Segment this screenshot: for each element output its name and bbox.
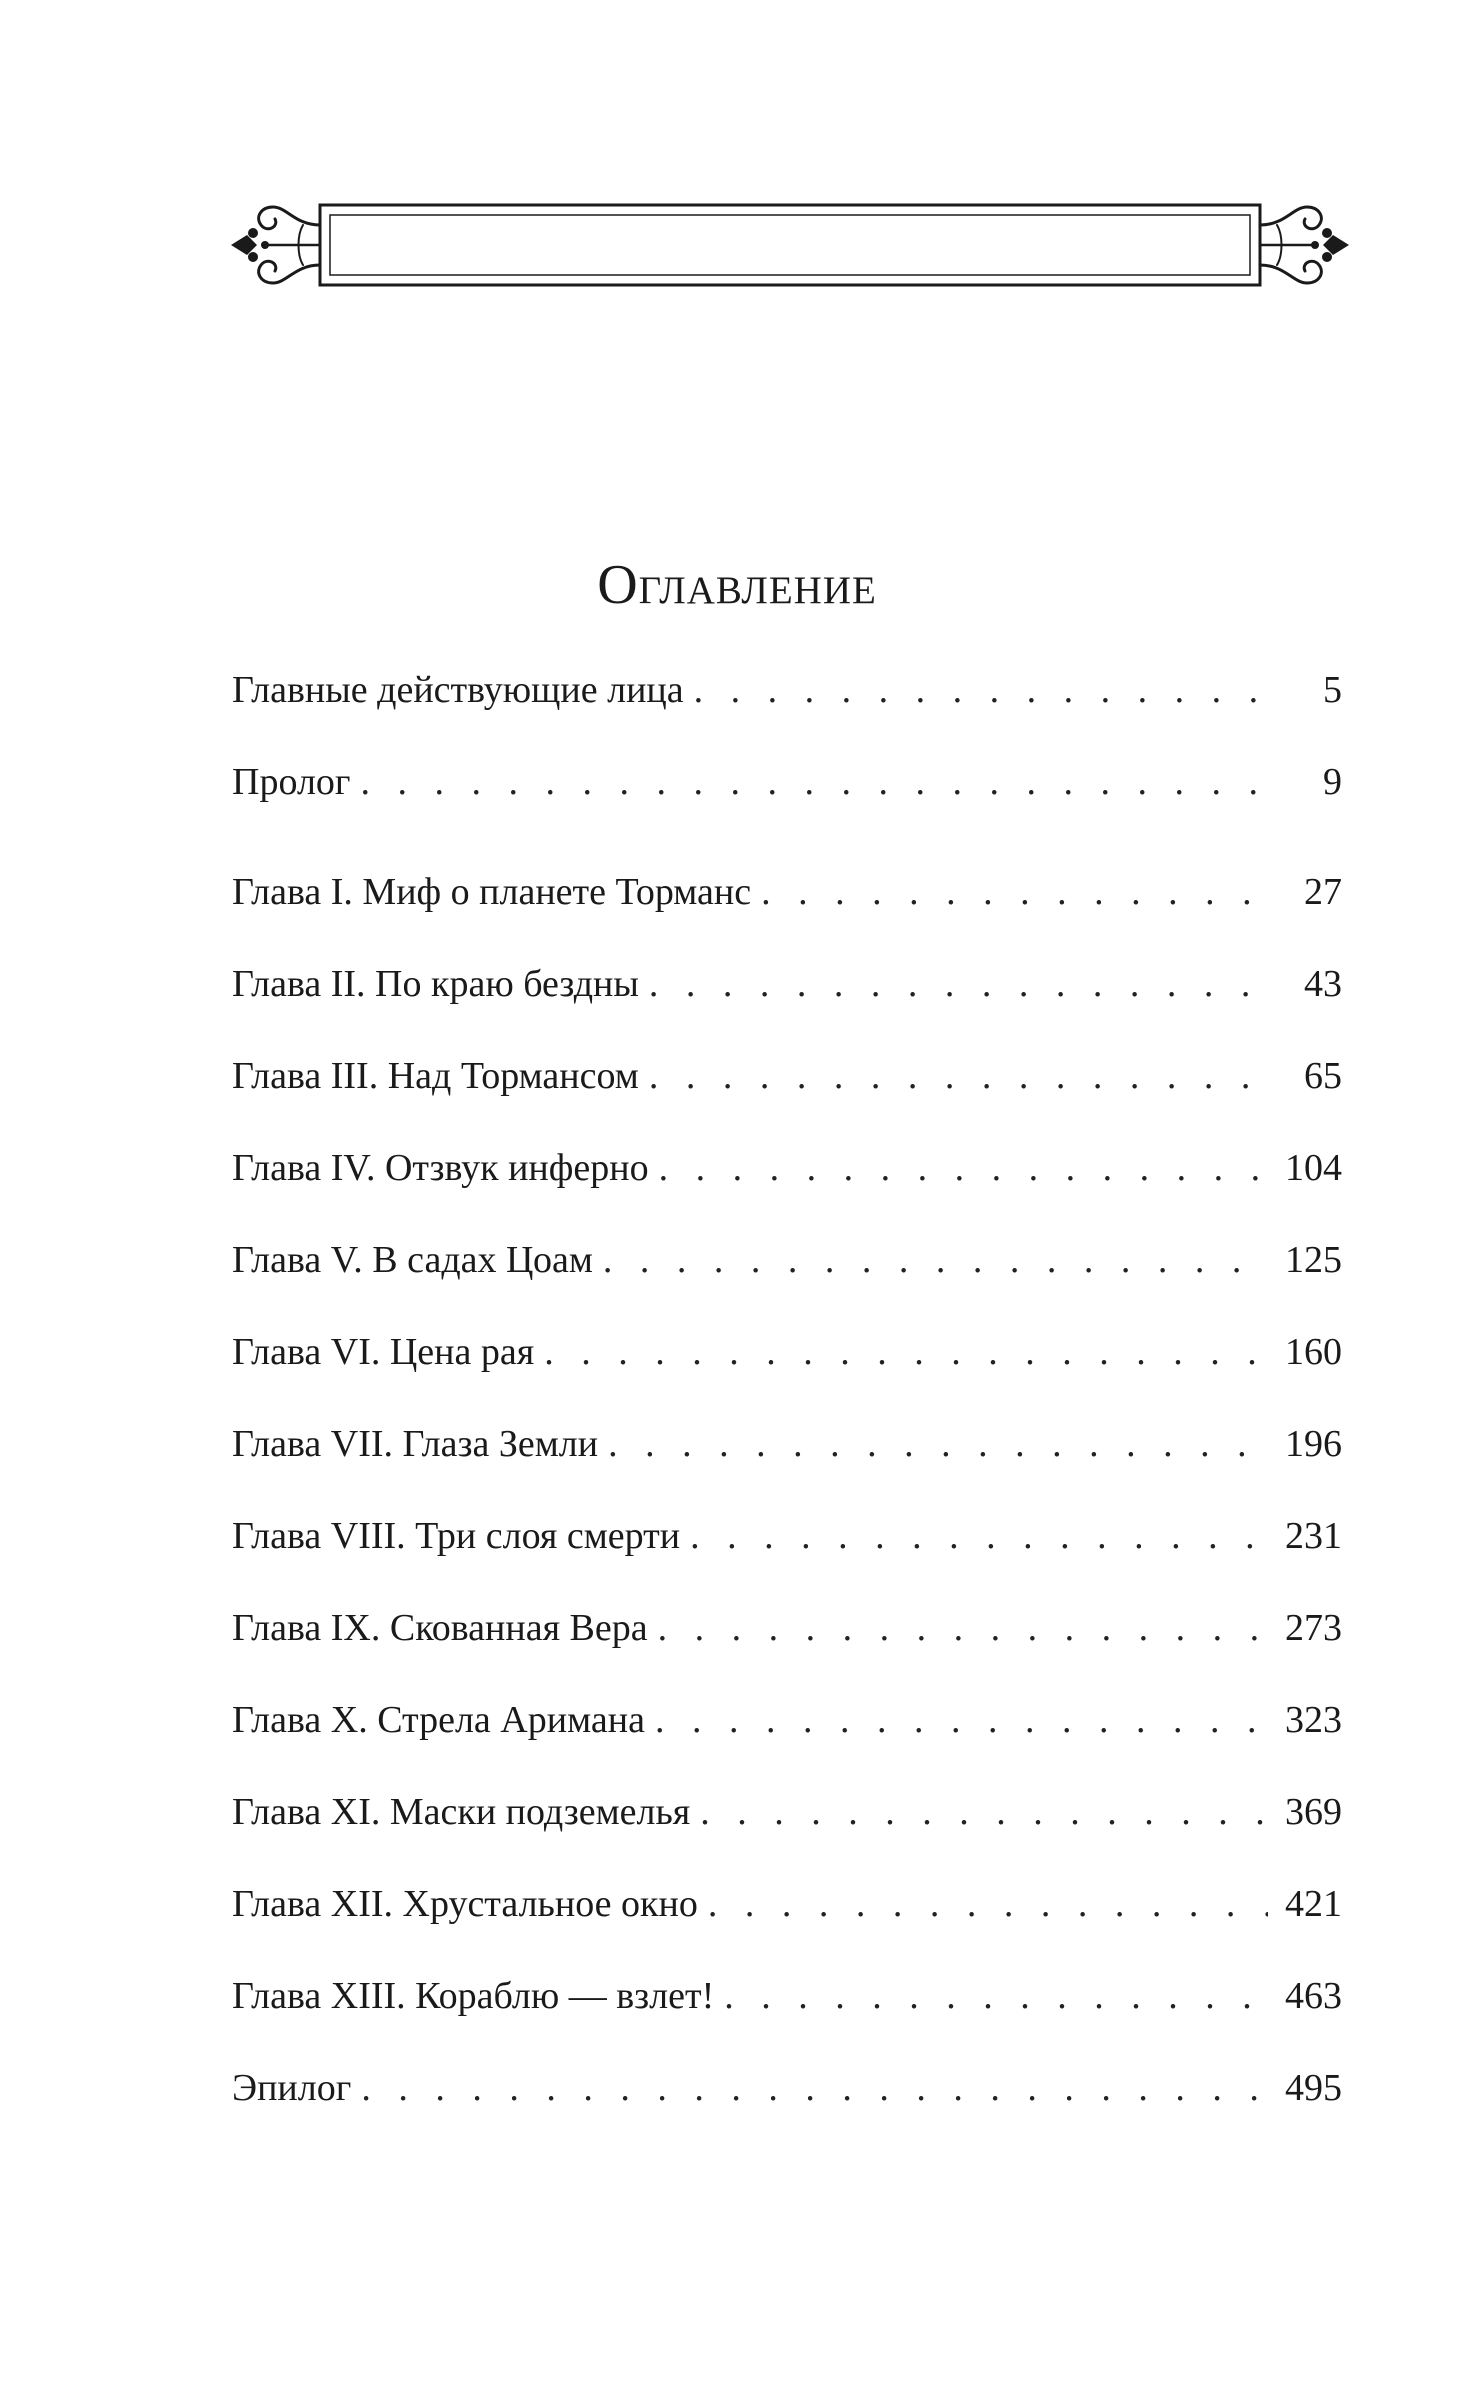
- toc-entry-label: Глава IX. Скованная Вера: [232, 1607, 648, 1649]
- toc-entry[interactable]: [232, 1506, 1342, 1566]
- toc-entry-label: Эпилог: [232, 2067, 352, 2109]
- dot-leader: [658, 1598, 1268, 1658]
- toc-entry-label: Глава I. Миф о планете Торманс: [232, 871, 752, 913]
- toc-entry[interactable]: [232, 1598, 1342, 1658]
- toc-entry-label: Глава V. В садах Цоам: [232, 1239, 593, 1281]
- toc-entry[interactable]: [232, 1046, 1342, 1106]
- toc-entry-label: Глава VI. Цена рая: [232, 1331, 535, 1373]
- toc-entry-page: 323: [1285, 1699, 1342, 1741]
- dot-leader: [708, 1874, 1268, 1934]
- dot-leader: [659, 1138, 1268, 1198]
- toc-entry-page: 125: [1285, 1239, 1342, 1281]
- dot-leader: [694, 660, 1268, 720]
- toc-entry-label: Глава III. Над Тормансом: [232, 1055, 639, 1097]
- toc-entry[interactable]: [232, 660, 1342, 720]
- toc-entry[interactable]: [232, 1966, 1342, 2026]
- toc-entry-label: Глава XIII. Кораблю — взлет!: [232, 1975, 715, 2017]
- toc-entry[interactable]: [232, 954, 1342, 1014]
- toc-entry[interactable]: [232, 1322, 1342, 1382]
- page-title: Оглавление: [597, 554, 877, 616]
- toc-entry-page: 9: [1323, 761, 1342, 803]
- toc-entry-page: 5: [1323, 669, 1342, 711]
- dot-leader: [700, 1782, 1268, 1842]
- toc-entry-page: 463: [1285, 1975, 1342, 2017]
- dot-leader: [603, 1230, 1268, 1290]
- dot-leader: [761, 862, 1268, 922]
- toc-entry-label: Глава II. По краю бездны: [232, 963, 639, 1005]
- toc-entry-page: 196: [1285, 1423, 1342, 1465]
- toc-entry-page: 495: [1285, 2067, 1342, 2109]
- toc-entry-page: 231: [1285, 1515, 1342, 1557]
- toc-entry[interactable]: [232, 1690, 1342, 1750]
- dot-leader: [649, 954, 1268, 1014]
- toc-entry-label: Глава X. Стрела Аримана: [232, 1699, 645, 1741]
- toc-entry[interactable]: [232, 1414, 1342, 1474]
- toc-entry-label: Глава VIII. Три слоя смерти: [232, 1515, 681, 1557]
- toc-entry[interactable]: [232, 2058, 1342, 2118]
- decorative-header-ornament: [225, 195, 1355, 295]
- toc-entry-page: 104: [1285, 1147, 1342, 1189]
- toc-entry-page: 421: [1285, 1883, 1342, 1925]
- toc-entry[interactable]: [232, 752, 1342, 812]
- toc-entry[interactable]: [232, 1874, 1342, 1934]
- dot-leader: [544, 1322, 1268, 1382]
- toc-entry-label: Глава XI. Маски подземелья: [232, 1791, 691, 1833]
- toc-entry-page: 43: [1304, 963, 1342, 1005]
- dot-leader: [608, 1414, 1268, 1474]
- dot-leader: [690, 1506, 1268, 1566]
- dot-leader: [655, 1690, 1268, 1750]
- toc-entry-label: Пролог: [232, 761, 351, 803]
- toc-entry-label: Глава IV. Отзвук инферно: [232, 1147, 649, 1189]
- toc-entry-page: 160: [1285, 1331, 1342, 1373]
- toc-entry-page: 369: [1285, 1791, 1342, 1833]
- toc-entry-page: 65: [1304, 1055, 1342, 1097]
- toc-entry[interactable]: [232, 1230, 1342, 1290]
- dot-leader: [361, 2058, 1268, 2118]
- toc-entry[interactable]: [232, 1138, 1342, 1198]
- dot-leader: [649, 1046, 1268, 1106]
- toc-entry-label: Глава VII. Глаза Земли: [232, 1423, 599, 1465]
- dot-leader: [361, 752, 1269, 812]
- dot-leader: [724, 1966, 1268, 2026]
- toc-entry-label: Глава XII. Хрустальное окно: [232, 1883, 698, 1925]
- toc-entry-page: 273: [1285, 1607, 1342, 1649]
- toc-entry-page: 27: [1304, 871, 1342, 913]
- toc-entry[interactable]: [232, 862, 1342, 922]
- toc-entry[interactable]: [232, 1782, 1342, 1842]
- toc-entry-label: Главные действующие лица: [232, 669, 684, 711]
